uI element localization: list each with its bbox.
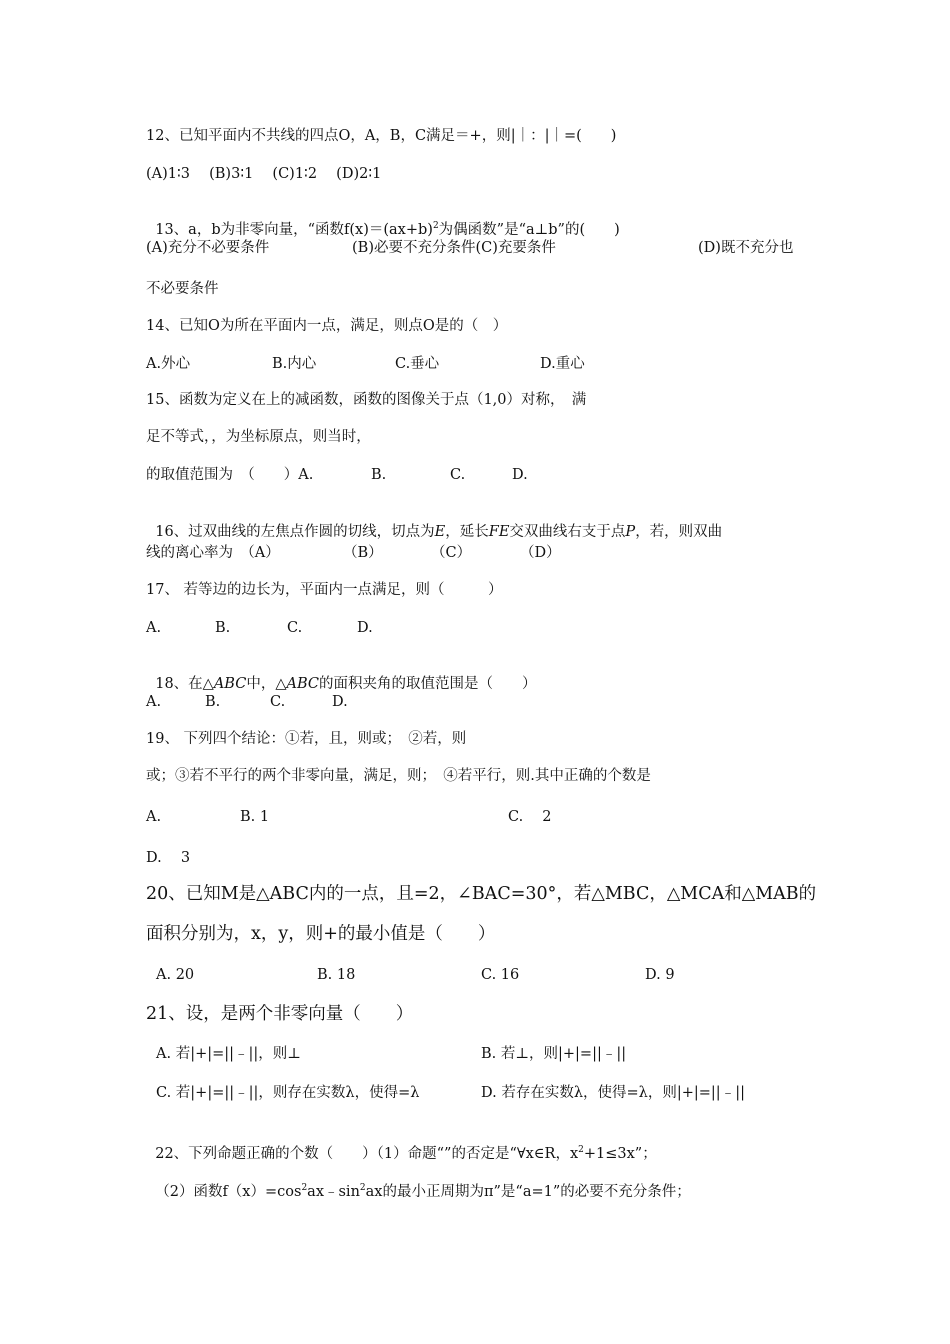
q18-stem-part3: 的面积夹角的取值范围是（ ） [318,676,537,692]
q14-option-c: C.垂心 [395,356,440,372]
q20-option-b: B. 18 [317,967,356,983]
q22-line-1-superscript: 2 [578,1145,584,1155]
q20-option-a: A. 20 [156,967,195,983]
q22-line-2-superscript-1: 2 [301,1183,308,1193]
q13-superscript: 2 [432,221,439,231]
q16-stem-part1: 16、过双曲线的左焦点作圆的切线，切点为 [155,524,435,540]
q16-segment-fe: FE [488,524,510,540]
q19-line-2: 或；③若不平行的两个非零向量，满足，则； ④若平行，则.其中正确的个数是 [146,768,651,784]
q22-line-1-part1: 22、下列命题正确的个数（ ）（1）命题“”的否定是“∀x∈R，x [155,1146,579,1162]
q14-option-b: B.内心 [272,356,317,372]
q13-option-d-continued: 不必要条件 [146,281,219,297]
q14-option-d: D.重心 [540,356,585,372]
q19-option-d: D. 3 [146,850,191,866]
q15-option-c: C. [450,467,466,483]
q22-line-2-superscript-2: 2 [359,1183,366,1193]
q21-option-b: B. 若⊥，则|+|=||﹣|| [481,1046,627,1062]
q21-option-c: C. 若|+|=||﹣||，则存在实数λ，使得=λ [156,1085,420,1101]
q19-option-b: B. 1 [240,809,270,825]
q13-option-d: (D)既不充分也 [698,240,794,256]
q13-option-a: (A)充分不必要条件 [146,240,270,256]
q16-stem [146,502,722,542]
q18-triangle-abc-2: ABC [286,676,319,692]
q15-option-b: B. [371,467,387,483]
q16-line-2: 线的离心率为 （A） [146,545,280,561]
q17-stem: 17、 若等边的边长为，平面内一点满足，则（ ） [146,582,503,598]
q18-option-d: D. [332,694,348,710]
q21-stem: 21、设，是两个非零向量（ ） [146,1004,414,1024]
q21-option-d: D. 若存在实数λ，使得=λ，则|+|=||﹣|| [481,1085,745,1101]
q20-option-c: C. 16 [481,967,520,983]
q12-options: (A)1∶3 (B)3∶1 (C)1∶2 (D)2∶1 [146,166,382,182]
q22-line-2-part3: ax的最小正周期为π”是“a=1”的必要不充分条件； [365,1184,691,1200]
q18-option-c: C. [270,694,286,710]
q22-line-2-part2: ax﹣sin [307,1184,360,1200]
q14-stem: 14、已知O为所在平面内一点，满足，则点O是的（ ） [146,318,508,334]
q16-stem-part3: 交双曲线右支于点 [509,524,626,540]
q20-line-1: 20、已知M是△ABC内的一点，且=2，∠BAC=30°，若△MBC，△MCA和△MAB的 [146,884,817,904]
q15-line-1: 15、函数为定义在上的减函数，函数的图像关于点（1,0）对称， 满 [146,392,587,408]
q15-line-2: 足不等式，，为坐标原点，则当时， [146,429,371,445]
q21-option-a: A. 若|+|=||﹣||，则⊥ [156,1046,301,1062]
q16-stem-part4: ，若，则双曲 [635,524,723,540]
q20-option-d: D. 9 [645,967,675,983]
q22-line-2 [146,1162,691,1202]
q15-option-d: D. [512,467,528,483]
q19-option-a: A. [146,809,162,825]
q16-point-e: E [434,524,446,540]
q16-point-p: P [625,524,636,540]
q13-stem-part2: 为偶函数”是“a⊥b”的( ) [438,222,620,238]
q22-line-1-part2: +1≤3x”； [583,1146,657,1162]
q14-option-a: A.外心 [146,356,191,372]
q13-stem [146,200,620,240]
q18-stem-part2: 中，△ [246,676,287,692]
q19-line-1: 19、 下列四个结论：①若，且，则或； ②若，则 [146,731,467,747]
q19-option-c: C. 2 [508,809,552,825]
q15-line-3: 的取值范围为 （ ）A. [146,467,314,483]
q16-option-b: （B） [343,545,383,561]
q18-stem [146,654,536,694]
q17-option-d: D. [357,620,373,636]
q16-stem-part2: ，延长 [445,524,489,540]
q22-line-2-part1: （2）函数f（x）=cos [155,1184,302,1200]
q13-stem-part1: 13、a，b为非零向量，“函数f(x)＝(ax+b) [155,222,433,238]
q16-option-c: （C） [431,545,472,561]
q18-option-a: A. [146,694,162,710]
q17-option-b: B. [215,620,231,636]
q18-stem-part1: 18、在△ [155,676,214,692]
q17-option-c: C. [287,620,303,636]
q13-option-bc: (B)必要不充分条件(C)充要条件 [352,240,556,256]
q18-triangle-abc: ABC [213,676,247,692]
q20-line-2: 面积分别为，x，y，则+的最小值是（ ） [146,924,496,944]
q18-option-b: B. [205,694,221,710]
q17-option-a: A. [146,620,162,636]
q12-stem: 12、已知平面内不共线的四点O，A，B，C满足＝+，则|｜：|｜=( ) [146,128,617,144]
q16-option-d: （D） [520,545,561,561]
q22-line-1 [146,1124,657,1164]
